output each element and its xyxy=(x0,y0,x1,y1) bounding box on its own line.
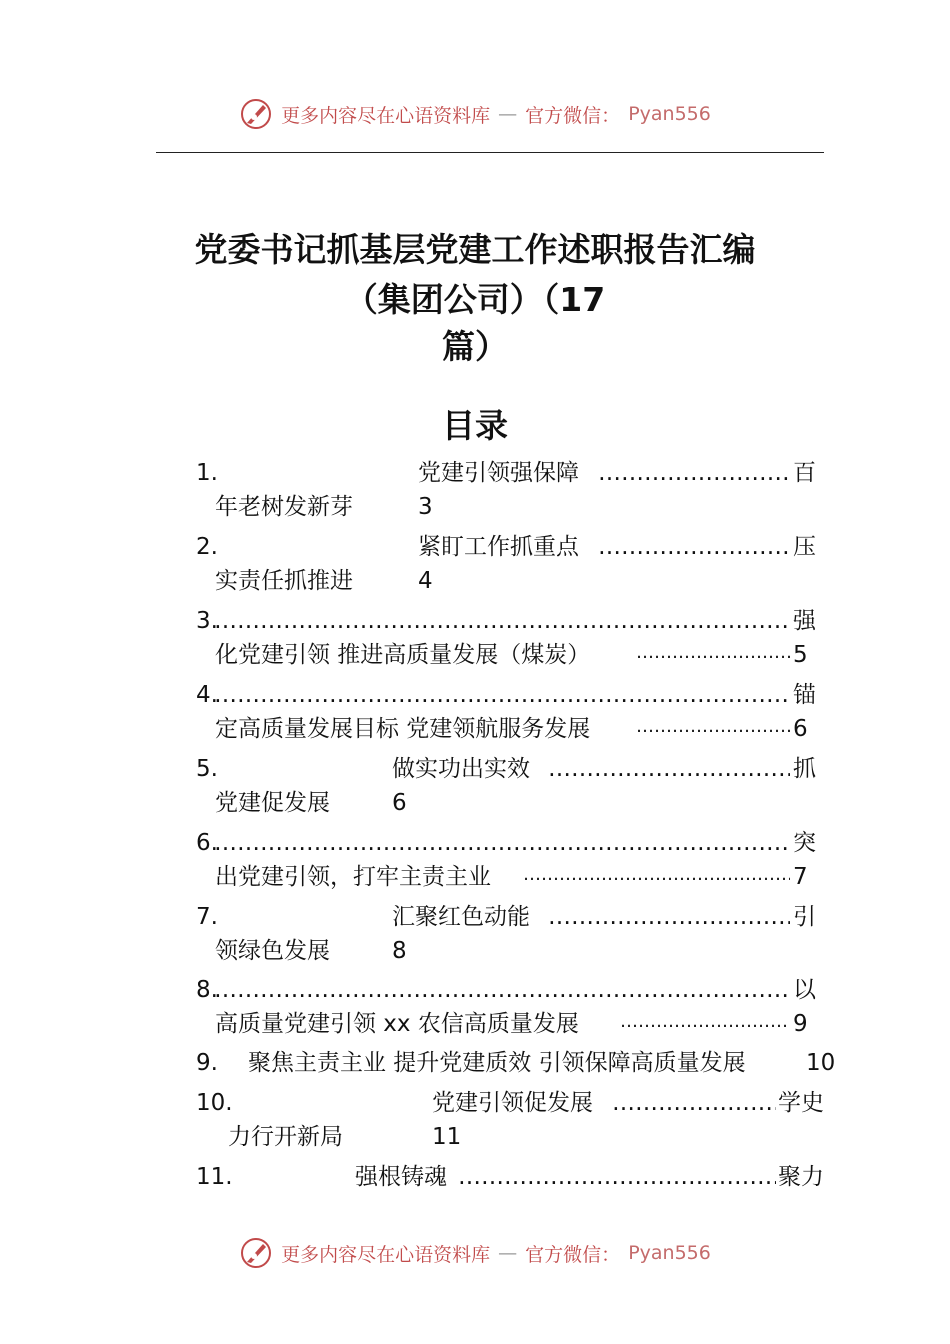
toc-number: 6. xyxy=(196,830,218,856)
toc-leader-dots xyxy=(636,718,790,736)
quill-logo-icon xyxy=(239,97,273,131)
banner-separator: — xyxy=(498,103,518,125)
document-title-line2: （集团公司）（17 xyxy=(344,280,606,319)
toc-number: 5. xyxy=(196,756,218,782)
footer-banner xyxy=(0,1233,950,1273)
toc-title-part: 聚焦主责主业 提升党建质效 引领保障高质量发展 xyxy=(248,1050,746,1076)
toc-title-continuation: 党建促发展 xyxy=(215,790,330,816)
banner-separator: — xyxy=(498,1242,518,1264)
toc-title-continuation: 化党建引领 推进高质量发展（煤炭） xyxy=(215,642,591,668)
toc-number: 4. xyxy=(196,682,218,708)
toc-leader-dots xyxy=(548,758,790,781)
toc-title-continuation: 定高质量发展目标 党建领航服务发展 xyxy=(215,716,591,742)
toc-number: 1. xyxy=(196,460,218,486)
toc-title-continuation: 年老树发新芽 xyxy=(215,494,353,520)
toc-leader-dots xyxy=(458,1166,776,1189)
toc-title-part: 做实功出实效 xyxy=(392,756,530,782)
toc-title-continuation: 出党建引领，打牢主责主业 xyxy=(215,864,491,890)
toc-number: 2. xyxy=(196,534,218,560)
toc-title-part: 压 xyxy=(793,534,816,560)
toc-page-number: 4 xyxy=(418,568,433,594)
banner-text: 更多内容尽在心语资料库 xyxy=(281,1243,491,1266)
toc-number: 10. xyxy=(196,1090,233,1116)
toc-title-part: 以 xyxy=(793,977,816,1003)
header-banner xyxy=(0,94,950,134)
toc-title-part: 抓 xyxy=(793,756,816,782)
toc-page-number: 9 xyxy=(793,1011,808,1037)
toc-page-number: 10 xyxy=(806,1050,836,1076)
toc-title-part: 突 xyxy=(793,830,816,856)
toc-leader-dots xyxy=(548,906,790,929)
toc-page-number: 6 xyxy=(392,790,407,816)
toc-page-number: 11 xyxy=(432,1124,462,1150)
toc-page-number: 8 xyxy=(392,938,407,964)
toc-leader-dots xyxy=(523,866,790,884)
banner-text: 更多内容尽在心语资料库 xyxy=(281,104,491,127)
toc-number: 7. xyxy=(196,904,218,930)
banner-wechat-label: 官方微信： xyxy=(525,1243,621,1266)
toc-heading: 目录 xyxy=(442,406,508,445)
toc-number: 8. xyxy=(196,977,218,1003)
header-divider xyxy=(156,152,824,153)
banner-wechat-id: Pyan556 xyxy=(628,103,711,125)
toc-leader-dots xyxy=(214,610,790,633)
toc-number: 11. xyxy=(196,1164,233,1190)
toc-leader-dots xyxy=(636,644,790,662)
toc-number: 9. xyxy=(196,1050,218,1076)
toc-title-part: 党建引领促发展 xyxy=(432,1090,593,1116)
toc-title-part: 学史 xyxy=(778,1090,824,1116)
toc-leader-dots xyxy=(214,979,790,1002)
toc-title-part: 强 xyxy=(793,608,816,634)
toc-title-part: 汇聚红色动能 xyxy=(392,904,530,930)
quill-logo-icon xyxy=(239,1236,273,1270)
toc-number: 3. xyxy=(196,608,218,634)
toc-page-number: 3 xyxy=(418,494,433,520)
banner-wechat-id: Pyan556 xyxy=(628,1242,711,1264)
toc-page-number: 6 xyxy=(793,716,808,742)
toc-title-continuation: 实责任抓推进 xyxy=(215,568,353,594)
toc-title-continuation: 高质量党建引领 xx 农信高质量发展 xyxy=(215,1011,579,1037)
toc-page-number: 7 xyxy=(793,864,808,890)
toc-leader-dots xyxy=(620,1013,790,1031)
toc-title-part: 党建引领强保障 xyxy=(418,460,579,486)
document-title-line1: 党委书记抓基层党建工作述职报告汇编 xyxy=(194,230,756,269)
toc-leader-dots xyxy=(598,462,790,485)
toc-leader-dots xyxy=(214,684,790,707)
toc-title-part: 锚 xyxy=(793,682,816,708)
document-title-line3: 篇） xyxy=(442,327,508,366)
toc-title-continuation: 力行开新局 xyxy=(228,1124,343,1150)
banner-wechat-label: 官方微信： xyxy=(525,104,621,127)
toc-title-part: 紧盯工作抓重点 xyxy=(418,534,579,560)
toc-title-part: 引 xyxy=(793,904,816,930)
toc-leader-dots xyxy=(214,832,790,855)
toc-page-number: 5 xyxy=(793,642,808,668)
toc-leader-dots xyxy=(612,1092,776,1115)
toc-title-part: 百 xyxy=(793,460,816,486)
toc-title-continuation: 领绿色发展 xyxy=(215,938,330,964)
toc-leader-dots xyxy=(598,536,790,559)
toc-title-part: 强根铸魂 xyxy=(355,1164,447,1190)
toc-title-part: 聚力 xyxy=(778,1164,824,1190)
